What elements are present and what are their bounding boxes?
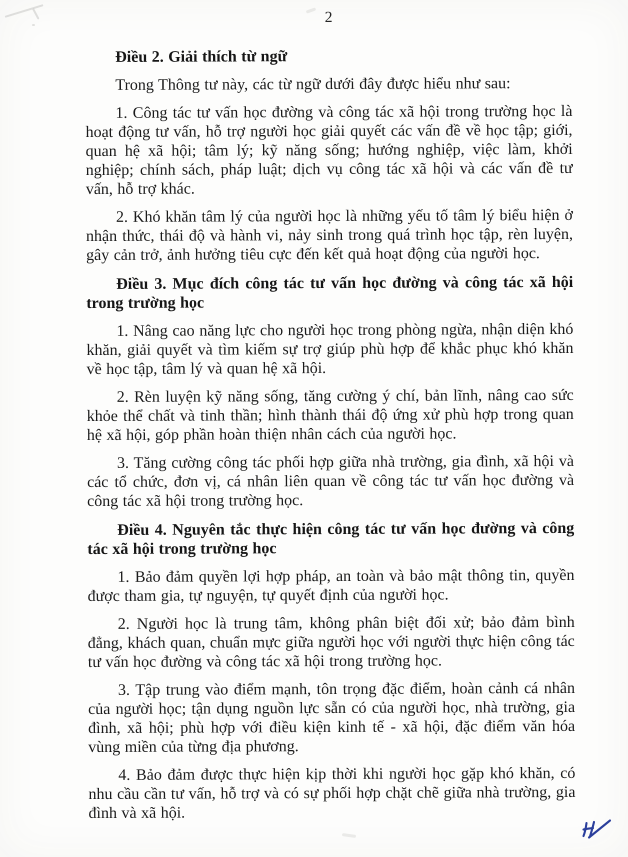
article-paragraph: 3. Tăng cường công tác phối hợp giữa nhà trường, gia đình, xã hội và các tổ chức, đơn vị, cá nhân liên quan về công tác tư vấn học đường và công tác xã hội trong trường học. bbox=[87, 452, 575, 511]
article-heading: Điều 3. Mục đích công tác tư vấn học đường và công tác xã hội trong trường học bbox=[86, 273, 574, 313]
article-paragraph: 1. Bảo đảm quyền lợi hợp pháp, an toàn và bảo mật thông tin, quyền được tham gia, tự nguyện, tự quyết định của người học. bbox=[87, 566, 575, 606]
scan-smudge bbox=[5, 4, 44, 17]
document-body bbox=[85, 46, 575, 823]
page-number: 2 bbox=[324, 8, 333, 27]
article-heading: Điều 4. Nguyên tắc thực hiện công tác tư vấn học đường và công tác xã hội trong trường học bbox=[87, 519, 575, 559]
article-paragraph: Trong Thông tư này, các từ ngữ dưới đây được hiểu như sau: bbox=[115, 75, 511, 94]
article-heading: Điều 2. Giải thích từ ngữ bbox=[115, 48, 288, 66]
article-paragraph: 2. Khó khăn tâm lý của người học là những yếu tố tâm lý biểu hiện ở nhận thức, thái độ và hành vi, nảy sinh trong quá trình học tập, rèn luyện, gây cản trở, ảnh hưởng tiêu cực đến kết quả hoạt động của người học. bbox=[85, 206, 574, 265]
scan-smudge bbox=[342, 833, 356, 838]
article-paragraph: 1. Nâng cao năng lực cho người học trong phòng ngừa, nhận diện khó khăn, giải quyết và tìm kiếm sự trợ giúp phù hợp để khắc phục khó khăn về học tập, tâm lý và quan hệ xã hội. bbox=[86, 320, 574, 379]
article-paragraph: 2. Rèn luyện kỹ năng sống, tăng cường ý chí, bản lĩnh, nâng cao sức khỏe thể chất và tinh thần; hình thành thái độ ứng xử phù hợp trong quan hệ xã hội, góp phần hoàn thiện nhân cách của người học. bbox=[86, 386, 574, 445]
scan-smudge bbox=[32, 8, 39, 19]
signature-initial-icon bbox=[578, 816, 614, 846]
article-paragraph: 2. Người học là trung tâm, không phân biệt đối xử; bảo đảm bình đẳng, khách quan, chuẩn mực giữa người học với người thực hiện công tác tư vấn học đường và công tác xã hội trong trường học. bbox=[87, 613, 575, 672]
article-paragraph: 3. Tập trung vào điểm mạnh, tôn trọng đặc điểm, hoàn cảnh cá nhân của người học; tận dụng nguồn lực sẵn có của người học, nhà trường, gia đình, xã hội; phù hợp với điều kiện kinh tế - xã hội, đặc điểm văn hóa vùng miền của từng địa phương. bbox=[88, 679, 576, 757]
article-paragraph: 4. Bảo đảm được thực hiện kịp thời khi người học gặp khó khăn, có nhu cầu cần tư vấn, hỗ trợ và có sự phối hợp chặt chẽ giữa nhà trường, gia đình và xã hội. bbox=[88, 764, 576, 823]
scan-smudge bbox=[32, 24, 35, 26]
page-content bbox=[85, 5, 576, 832]
article-paragraph: 1. Công tác tư vấn học đường và công tác xã hội trong trường học là hoạt động tư vấn, hỗ trợ người học giải quyết các vấn đề về học tập; giới, quan hệ xã hội; tâm lý; kỹ năng sống; hướng nghiệp, việc làm, khởi nghiệp; chính sách, pháp luật; dịch vụ công tác xã hội và các vấn đề tư vấn, hỗ trợ khác. bbox=[85, 102, 573, 199]
